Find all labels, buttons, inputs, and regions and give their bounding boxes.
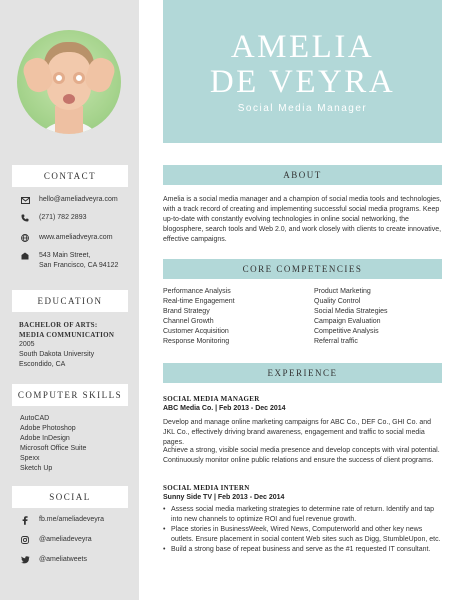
contact-phone[interactable]	[20, 213, 86, 223]
address-line-2: San Francisco, CA 94122	[39, 262, 119, 269]
job-title: SOCIAL MEDIA INTERN	[163, 484, 250, 492]
about-heading: ABOUT	[163, 165, 442, 185]
competency-item: Social Media Strategies	[314, 308, 388, 315]
education-year: 2005	[19, 341, 35, 348]
competency-item: Brand Strategy	[163, 308, 210, 315]
name-line-1: AMELIA	[230, 29, 375, 65]
job-description: Achieve a strong, visible social media presence and develop concepts with viral potential. Continuously monitor online public relations and ensure the success of client programs.	[163, 447, 440, 464]
skill-item: Microsoft Office Suite	[20, 445, 87, 452]
competency-item: Campaign Evaluation	[314, 318, 381, 325]
education-location: Escondido, CA	[19, 361, 66, 368]
computer-skills-heading: COMPUTER SKILLS	[12, 384, 128, 406]
experience-heading: EXPERIENCE	[163, 363, 442, 383]
competency-item: Product Marketing	[314, 288, 371, 295]
name-line-2: DE VEYRA	[209, 64, 396, 100]
contact-heading: CONTACT	[12, 165, 128, 187]
twitter-icon	[20, 555, 30, 565]
phone-icon	[20, 213, 30, 223]
job-bullets	[163, 505, 443, 555]
globe-icon	[20, 233, 30, 243]
social-instagram[interactable]	[20, 535, 92, 545]
skill-item: AutoCAD	[20, 415, 50, 422]
phone-text: (271) 782 2893	[39, 214, 87, 221]
education-block	[19, 320, 131, 370]
contact-website[interactable]	[20, 233, 113, 243]
profile-photo	[17, 30, 121, 134]
skill-item: Adobe InDesign	[20, 435, 70, 442]
competency-item: Real-time Engagement	[163, 298, 235, 305]
skill-item: Spexx	[20, 455, 40, 462]
list-item: • Assess social media marketing strategies to determine rate of return. Identify and tap into new channels to optimize ROI and fuel revenue growth.	[163, 505, 443, 525]
map-pin-icon	[20, 251, 30, 261]
envelope-icon	[20, 195, 30, 205]
facebook-icon	[20, 515, 30, 525]
competencies-left-column	[163, 287, 235, 347]
competency-item: Response Monitoring	[163, 338, 230, 345]
social-facebook[interactable]	[20, 515, 104, 525]
list-item: • Place stories in BusinessWeek, Wired News, Computerworld and other key news outlets. Ensure placement in social content Web sites such as Digg, StumbleUpon, etc.	[163, 525, 443, 545]
about-text: Amelia is a social media manager and a champion of social media tools and technologies, with a track record of creating and implementing successful social media programs. Keep up-to-date with constantly evolving technologies in online social networking, the blogosphere, search tools and Web 2.0, and work closely with clients to create innovative, effective campaigns.	[163, 196, 442, 243]
job-title: SOCIAL MEDIA MANAGER	[163, 395, 260, 403]
address-line-1: 543 Main Street,	[39, 252, 91, 259]
skill-item: Sketch Up	[20, 465, 53, 472]
instagram-text: @ameliadeveyra	[39, 536, 92, 543]
education-school: South Dakota University	[19, 351, 95, 358]
social-heading: SOCIAL	[12, 486, 128, 508]
core-competencies-heading: CORE COMPETENCIES	[163, 259, 442, 279]
contact-address	[20, 251, 118, 271]
competency-item: Performance Analysis	[163, 288, 231, 295]
competencies-right-column	[314, 287, 388, 347]
job-description: Develop and manage online marketing campaigns for ABC Co., DEF Co., GHI Co. and JKL Co., effectively driving brand awareness, engagement and traffic to social media pages.	[163, 419, 432, 446]
job-meta: Sunny Side TV | Feb 2013 - Dec 2014	[163, 494, 285, 501]
facebook-text: fb.me/ameliadeveyra	[39, 516, 104, 523]
job-role: Social Media Manager	[237, 103, 368, 114]
instagram-icon	[20, 535, 30, 545]
skills-list	[20, 414, 86, 474]
full-name	[163, 30, 442, 100]
competency-item: Referral traffic	[314, 338, 358, 345]
degree-line-1: BACHELOR OF ARTS:	[19, 321, 98, 329]
competency-item: Quality Control	[314, 298, 361, 305]
contact-email[interactable]	[20, 195, 118, 205]
sidebar	[0, 0, 139, 600]
degree-line-2: MEDIA COMMUNICATION	[19, 331, 115, 339]
twitter-text: @ameliatweets	[39, 556, 87, 563]
competency-item: Customer Acquisition	[163, 328, 229, 335]
competency-item: Channel Growth	[163, 318, 214, 325]
job-meta: ABC Media Co. | Feb 2013 - Dec 2014	[163, 405, 286, 412]
name-banner	[163, 0, 442, 143]
social-twitter[interactable]	[20, 555, 87, 565]
competency-item: Competitive Analysis	[314, 328, 379, 335]
website-text: www.ameliadveyra.com	[39, 234, 113, 241]
list-item: • Build a strong base of repeat business and serve as the #1 requested IT consultant.	[163, 545, 443, 555]
education-heading: EDUCATION	[12, 290, 128, 312]
email-text: hello@ameliadveyra.com	[39, 196, 118, 203]
skill-item: Adobe Photoshop	[20, 425, 76, 432]
